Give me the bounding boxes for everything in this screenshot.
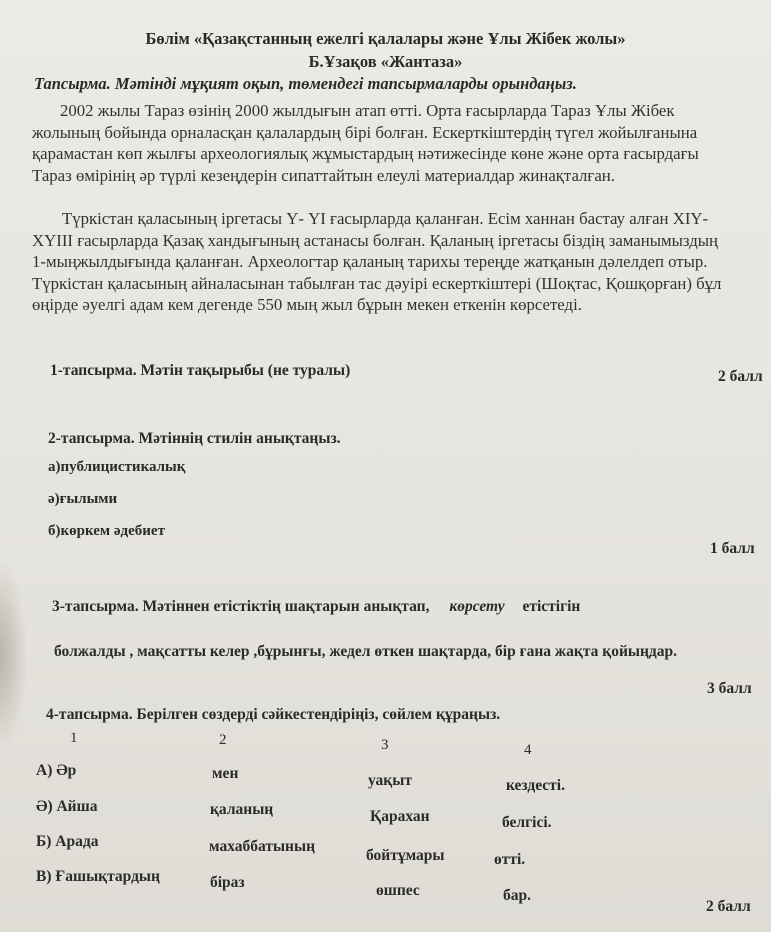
paragraph-line: ХҮІІІ ғасырларда Қазақ хандығының астанасы болған. Қаланың іргетасы біздің заманымыздың bbox=[32, 230, 718, 250]
task-2-option: б)көркем әдебиет bbox=[48, 523, 165, 539]
task-4-score: 2 балл bbox=[706, 898, 751, 915]
paragraph-line: өңірде әуелгі адам кем дегенде 550 мың жыл бұрын мекен еткенін көрсетеді. bbox=[32, 295, 582, 314]
word-cell: мен bbox=[212, 765, 239, 782]
word-cell: бойтұмары bbox=[366, 847, 445, 864]
task-1-label: 1-тапсырма. Мәтін тақырыбы (не туралы) bbox=[50, 362, 351, 379]
word-cell: А) Әр bbox=[36, 762, 77, 779]
task-3-text-end: етістігін bbox=[522, 598, 581, 615]
word-cell: белгісі. bbox=[502, 814, 552, 831]
finger-shadow bbox=[0, 560, 28, 750]
paragraph-line: Түркістан қаласының іргетасы Ү- ҮІ ғасырларда қаланған. Есім ханнан бастау алған ХІҮ- bbox=[62, 209, 709, 228]
task-3-line-2: болжалды , мақсатты келер ,бұрынғы, жедел өткен шақтарда, бір ғана жақта қойыңдар. bbox=[54, 643, 677, 660]
word-cell: өтті. bbox=[494, 851, 526, 868]
task-instruction: Тапсырма. Мәтінді мұқият оқып, төмендегі тапсырмаларды орындаңыз. bbox=[34, 74, 577, 93]
paragraph-1 bbox=[32, 100, 744, 186]
task-2-option: а)публицистикалық bbox=[48, 459, 186, 475]
paragraph-line: жолының бойында орналасқан қалалардың бірі болған. Ескерткіштердің түгел жойылғанына bbox=[32, 122, 698, 142]
task-2-score: 1 балл bbox=[710, 540, 755, 557]
task-3-verb: көрсету bbox=[449, 598, 505, 615]
word-cell: Ә) Айша bbox=[36, 798, 98, 815]
word-cell: кездесті. bbox=[506, 777, 565, 794]
column-header-4: 4 bbox=[524, 742, 532, 758]
column-header-1: 1 bbox=[70, 730, 78, 746]
word-cell: махаббатының bbox=[209, 838, 316, 855]
word-cell: қаланың bbox=[210, 801, 274, 818]
word-cell: бар. bbox=[503, 887, 531, 904]
task-2-label: 2-тапсырма. Мәтіннің стилін анықтаңыз. bbox=[48, 430, 341, 447]
paragraph-line: 2002 жылы Тараз өзінің 2000 жылдығын атап өтті. Орта ғасырларда Тараз Ұлы Жібек bbox=[60, 101, 675, 120]
word-cell: Б) Арада bbox=[36, 833, 99, 850]
paragraph-line: Түркістан қаласының айналасынан табылған тас дәуірі ескерткіштері (Шоқтас, Қошқорған) бұл bbox=[32, 273, 722, 293]
word-cell: уақыт bbox=[368, 772, 412, 789]
word-cell: В) Ғашықтардың bbox=[36, 868, 160, 885]
task-4-label: 4-тапсырма. Берілген сөздерді сәйкестендіріңіз, сөйлем құраңыз. bbox=[46, 706, 501, 723]
column-header-2: 2 bbox=[219, 732, 227, 748]
section-title: Бөлім «Қазақстанның ежелгі қалалары және Ұлы Жібек жолы» bbox=[145, 29, 626, 48]
task-2-option: ә)ғылыми bbox=[48, 491, 118, 507]
paragraph-line: 1-мыңжылдығында қаланған. Археологтар қаланың тарихы тереңде жатқанын дәлелдеп отыр. bbox=[32, 252, 708, 271]
paragraph-line: қарамастан көп жылғы археологиялық жұмыстардың нәтижесінде көне және орта ғасырдағы bbox=[32, 144, 699, 163]
paragraph-line: Тараз өмірінің әр түрлі кезеңдерін сипаттайтын елеулі материалдар жинақталған. bbox=[32, 165, 615, 185]
paragraph-2 bbox=[32, 208, 744, 316]
text-author: Б.Ұзақов «Жантаза» bbox=[308, 52, 463, 71]
word-cell: біраз bbox=[210, 874, 245, 891]
task-3-score: 3 балл bbox=[707, 680, 752, 697]
word-cell: Қарахан bbox=[370, 808, 430, 825]
task-3-line-1 bbox=[52, 598, 580, 616]
column-header-3: 3 bbox=[381, 737, 389, 753]
task-1-score: 2 балл bbox=[718, 368, 763, 385]
word-cell: өшпес bbox=[376, 882, 420, 899]
task-3-text: 3-тапсырма. Мәтіннен етістіктің шақтарын анықтап, bbox=[52, 598, 430, 615]
